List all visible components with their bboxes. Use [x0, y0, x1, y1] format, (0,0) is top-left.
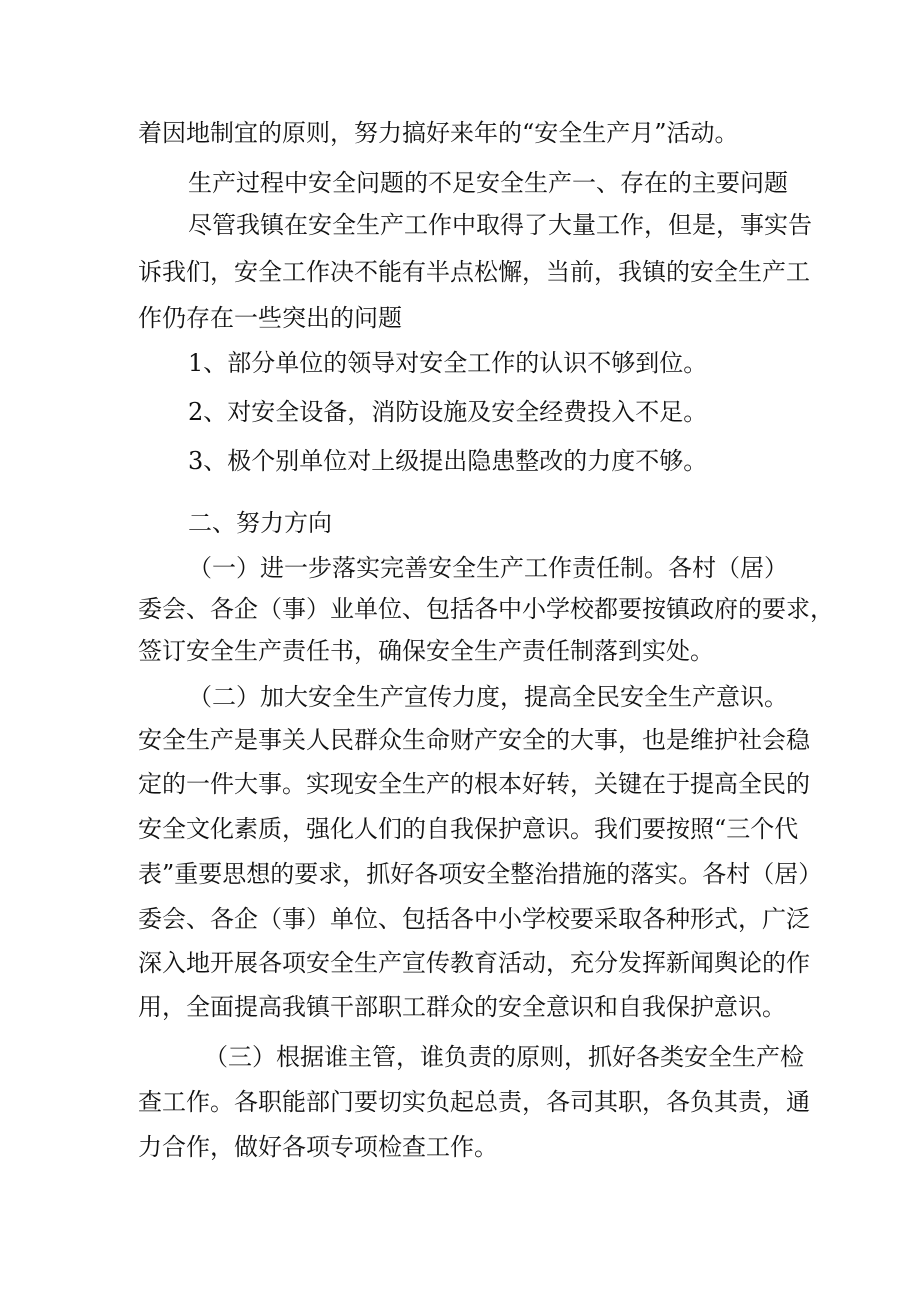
text-line-15: 定的一件大事。实现安全生产的根本好转，关键在于提高全民的	[138, 770, 810, 798]
text-line-2: 生产过程中安全问题的不足安全生产一、存在的主要问题	[188, 169, 788, 197]
list-item-2: 2、对安全设备，消防设施及安全经费投入不足。	[188, 398, 708, 426]
text-line-11: 委会、各企（事）业单位、包括各中小学校都要按镇政府的要求，	[138, 595, 834, 623]
section-heading: 二、努力方向	[188, 509, 332, 537]
text-line-20: 用，全面提高我镇干部职工群众的安全意识和自我保护意识。	[138, 993, 786, 1021]
text-line-1: 着因地制宜的原则，努力搞好来年的“安全生产月”活动。	[138, 119, 739, 147]
text-line-14: 安全生产是事关人民群众生命财产安全的大事，也是维护社会稳	[138, 726, 810, 754]
text-line-19: 深入地开展各项安全生产宣传教育活动，充分发挥新闻舆论的作	[138, 949, 810, 977]
text-line-4: 诉我们，安全工作决不能有半点松懈，当前，我镇的安全生产工	[138, 258, 810, 286]
text-line-16: 安全文化素质，强化人们的自我保护意识。我们要按照“三个代	[138, 815, 799, 843]
text-line-3: 尽管我镇在安全生产工作中取得了大量工作，但是，事实告	[188, 211, 812, 239]
list-item-1: 1、部分单位的领导对安全工作的认识不够到位。	[188, 349, 708, 377]
text-line-23: 力合作，做好各项专项检查工作。	[138, 1133, 498, 1161]
text-line-10: （一）进一步落实完善安全生产工作责任制。各村（居）	[188, 554, 788, 582]
text-line-21: （三）根据谁主管，谁负责的原则，抓好各类安全生产检	[204, 1043, 804, 1071]
text-line-5: 作仍存在一些突出的问题	[138, 304, 402, 332]
text-line-18: 委会、各企（事）单位、包括各中小学校要采取各种形式，广泛	[138, 905, 810, 933]
text-line-12: 签订安全生产责任书，确保安全生产责任制落到实处。	[138, 637, 714, 665]
text-line-13: （二）加大安全生产宣传力度，提高全民安全生产意识。	[188, 683, 788, 711]
text-line-22: 查工作。各职能部门要切实负起总责，各司其职，各负其责，通	[138, 1088, 810, 1116]
text-line-17: 表”重要思想的要求，抓好各项安全整治措施的落实。各村（居）	[138, 860, 823, 888]
list-item-3: 3、极个别单位对上级提出隐患整改的力度不够。	[188, 447, 708, 475]
